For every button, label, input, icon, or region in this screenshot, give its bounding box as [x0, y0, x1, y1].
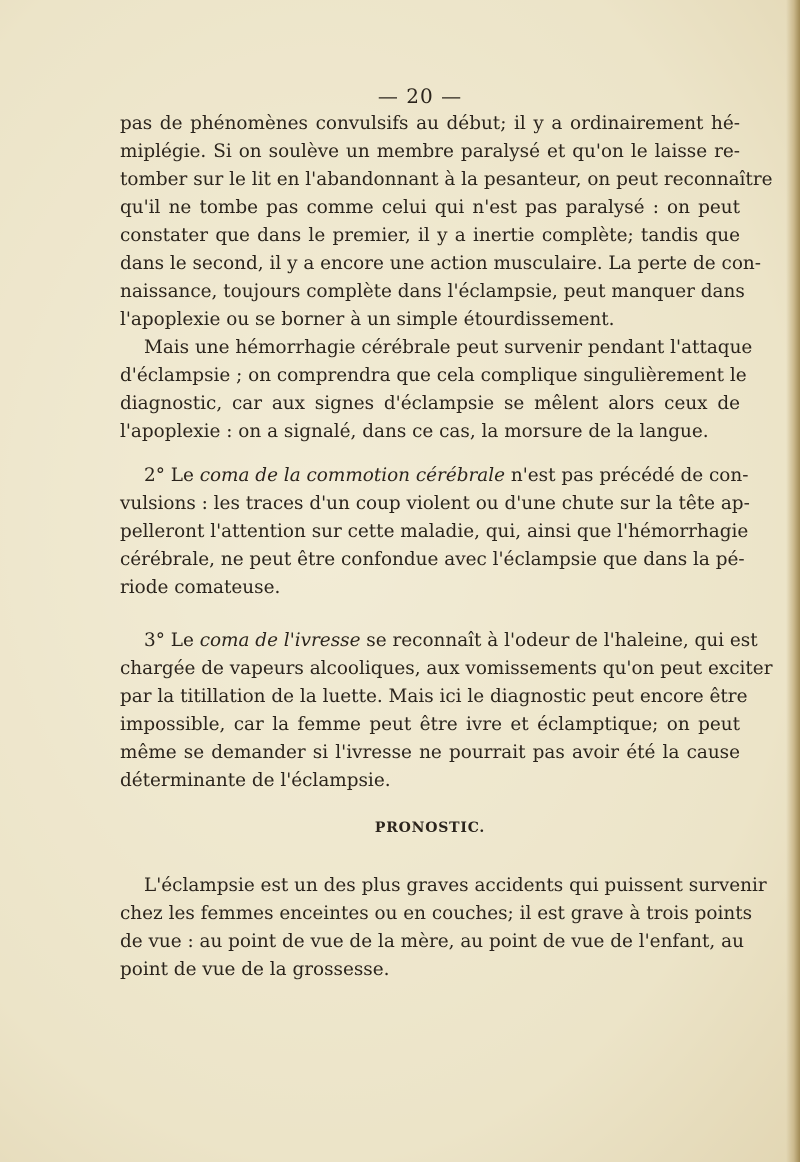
text-line: Mais une hémorrhagie cérébrale peut survenir pendant l'attaque [144, 337, 753, 358]
italic-term: coma de la commotion cérébrale [199, 465, 506, 486]
item-number-text: 2° Le [144, 465, 200, 486]
text-line: naissance, toujours complète dans l'éclampsie, peut manquer dans [120, 281, 745, 302]
text-line: L'éclampsie est un des plus graves accidents qui puissent survenir [144, 875, 767, 896]
item-number-text: 3° Le [144, 630, 200, 651]
text-line: constater que dans le premier, il y a inertie complète; tandis que [120, 225, 740, 246]
text-line: pelleront l'attention sur cette maladie, qui, ainsi que l'hémorrhagie [120, 521, 749, 542]
text-line: impossible, car la femme peut être ivre et éclamptique; on peut [120, 714, 740, 735]
text-line: qu'il ne tombe pas comme celui qui n'est pas paralysé : on peut [120, 197, 740, 218]
text-line: pas de phénomènes convulsifs au début; il y a ordinairement hé- [120, 113, 740, 134]
text-line: point de vue de la grossesse. [120, 959, 390, 980]
paragraph-1 [120, 110, 773, 334]
text-line: diagnostic, car aux signes d'éclampsie se mêlent alors ceux de [120, 393, 740, 414]
text-line: d'éclampsie ; on comprendra que cela complique singulièrement le [120, 365, 747, 386]
text-line: chez les femmes enceintes ou en couches; il est grave à trois points [120, 903, 753, 924]
text-line [120, 462, 749, 490]
paragraph-4 [120, 627, 773, 795]
text-line: l'apoplexie ou se borner à un simple étourdissement. [120, 309, 615, 330]
text-line: dans le second, il y a encore une action musculaire. La perte de con- [120, 253, 761, 274]
paragraph-5 [120, 872, 767, 984]
text-fragment: se reconnaît à l'odeur de l'haleine, qui est [360, 630, 758, 651]
text-line: chargée de vapeurs alcooliques, aux vomissements qu'on peut exciter [120, 658, 773, 679]
page-number: — 20 — [377, 84, 463, 108]
text-line: même se demander si l'ivresse ne pourrait pas avoir été la cause [120, 742, 740, 763]
text-line [120, 627, 758, 655]
text-line: vulsions : les traces d'un coup violent ou d'une chute sur la tête ap- [120, 493, 750, 514]
page-edge-shadow [786, 0, 800, 1162]
section-heading: PRONOSTIC. [374, 820, 486, 836]
text-line: l'apoplexie : on a signalé, dans ce cas, la morsure de la langue. [120, 421, 709, 442]
text-line: déterminante de l'éclampsie. [120, 770, 391, 791]
text-line: cérébrale, ne peut être confondue avec l'éclampsie que dans la pé- [120, 549, 745, 570]
paragraph-2 [120, 334, 753, 446]
italic-term: coma de l'ivresse [199, 630, 361, 651]
paragraph-3 [120, 462, 750, 602]
text-line: riode comateuse. [120, 577, 281, 598]
text-line: tomber sur le lit en l'abandonnant à la pesanteur, on peut reconnaître [120, 169, 773, 190]
text-line: de vue : au point de vue de la mère, au point de vue de l'enfant, au [120, 931, 744, 952]
text-line: miplégie. Si on soulève un membre paralysé et qu'on le laisse re- [120, 141, 740, 162]
text-fragment: n'est pas précédé de con- [505, 465, 749, 486]
text-line: par la titillation de la luette. Mais ici le diagnostic peut encore être [120, 686, 748, 707]
